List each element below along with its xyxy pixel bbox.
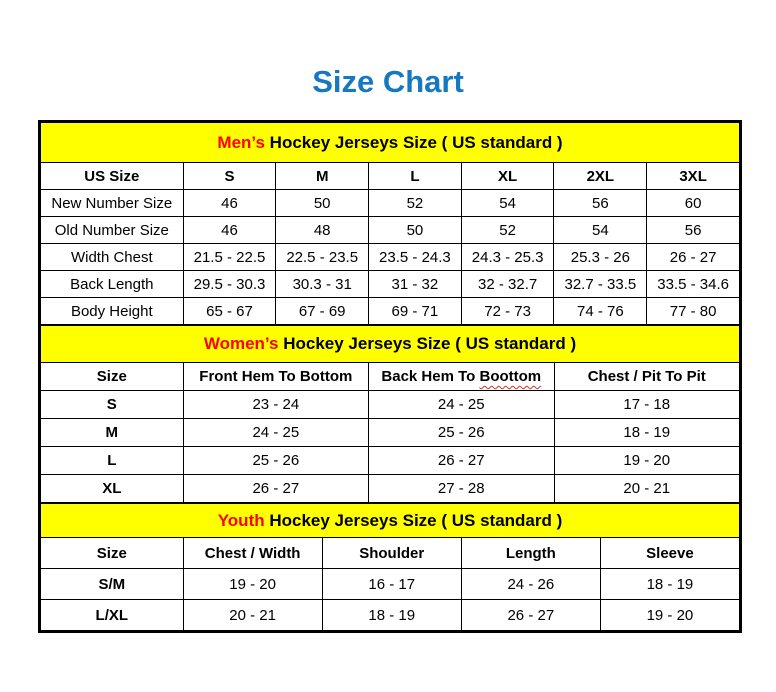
size-chart <box>38 120 742 633</box>
table-cell: 26 - 27 <box>369 447 554 475</box>
column-header: S <box>183 163 276 190</box>
mens-banner-highlight: Men’s <box>217 132 265 152</box>
table-cell: 21.5 - 22.5 <box>183 244 276 271</box>
row-label: L <box>41 447 184 475</box>
page-title: Size Chart <box>312 64 464 99</box>
table-row <box>41 419 740 447</box>
table-row <box>41 217 740 244</box>
table-cell: 56 <box>647 217 740 244</box>
row-label: Width Chest <box>41 244 184 271</box>
youth-header-row <box>41 538 740 569</box>
table-cell: 46 <box>183 217 276 244</box>
table-cell: 54 <box>461 190 554 217</box>
womens-banner <box>41 326 740 363</box>
table-cell: 25 - 26 <box>183 447 368 475</box>
column-header: Size <box>41 538 184 569</box>
table-cell: 23.5 - 24.3 <box>369 244 462 271</box>
table-cell: 33.5 - 34.6 <box>647 271 740 298</box>
table-cell: 60 <box>647 190 740 217</box>
column-header: Length <box>461 538 600 569</box>
womens-banner-rest: Hockey Jerseys Size ( US standard ) <box>278 334 577 353</box>
table-cell: 22.5 - 23.5 <box>276 244 369 271</box>
table-cell: 17 - 18 <box>554 391 740 419</box>
table-cell: 50 <box>276 190 369 217</box>
youth-size-table <box>40 503 740 631</box>
column-header: M <box>276 163 369 190</box>
row-label: New Number Size <box>41 190 184 217</box>
table-cell: 18 - 19 <box>600 569 739 600</box>
column-header: 3XL <box>647 163 740 190</box>
table-cell: 24.3 - 25.3 <box>461 244 554 271</box>
mens-header-row <box>41 163 740 190</box>
table-row <box>41 600 740 631</box>
table-row <box>41 447 740 475</box>
table-cell: 46 <box>183 190 276 217</box>
youth-banner-text <box>41 504 740 538</box>
column-header: Shoulder <box>322 538 461 569</box>
column-header: Chest / Pit To Pit <box>554 363 740 391</box>
table-cell: 32 - 32.7 <box>461 271 554 298</box>
table-cell: 65 - 67 <box>183 298 276 325</box>
table-cell: 69 - 71 <box>369 298 462 325</box>
table-cell: 77 - 80 <box>647 298 740 325</box>
column-header: US Size <box>41 163 184 190</box>
table-row <box>41 569 740 600</box>
header-text: Back Hem To <box>381 368 480 385</box>
table-cell: 25 - 26 <box>369 419 554 447</box>
mens-banner-text <box>41 123 740 163</box>
table-cell: 31 - 32 <box>369 271 462 298</box>
table-cell: 54 <box>554 217 647 244</box>
table-cell: 72 - 73 <box>461 298 554 325</box>
youth-banner <box>41 504 740 538</box>
row-label: Body Height <box>41 298 184 325</box>
mens-banner-rest: Hockey Jerseys Size ( US standard ) <box>264 132 563 152</box>
table-cell: 19 - 20 <box>554 447 740 475</box>
table-cell: 29.5 - 30.3 <box>183 271 276 298</box>
column-header <box>369 363 554 391</box>
table-row <box>41 190 740 217</box>
row-label: XL <box>41 475 184 503</box>
table-row <box>41 475 740 503</box>
table-cell: 52 <box>369 190 462 217</box>
table-cell: 50 <box>369 217 462 244</box>
mens-size-table <box>40 122 740 325</box>
table-cell: 32.7 - 33.5 <box>554 271 647 298</box>
column-header: Size <box>41 363 184 391</box>
table-cell: 26 - 27 <box>183 475 368 503</box>
womens-size-table <box>40 325 740 503</box>
table-cell: 25.3 - 26 <box>554 244 647 271</box>
table-row <box>41 298 740 325</box>
table-cell: 24 - 25 <box>183 419 368 447</box>
womens-banner-text <box>41 326 740 363</box>
row-label: S/M <box>41 569 184 600</box>
row-label: Old Number Size <box>41 217 184 244</box>
column-header: L <box>369 163 462 190</box>
column-header: Sleeve <box>600 538 739 569</box>
misspelled-word: Boottom <box>479 368 542 385</box>
row-label: L/XL <box>41 600 184 631</box>
table-cell: 18 - 19 <box>554 419 740 447</box>
table-cell: 20 - 21 <box>183 600 322 631</box>
table-cell: 67 - 69 <box>276 298 369 325</box>
youth-banner-highlight: Youth <box>217 510 265 530</box>
column-header: Front Hem To Bottom <box>183 363 368 391</box>
table-cell: 27 - 28 <box>369 475 554 503</box>
table-cell: 26 - 27 <box>461 600 600 631</box>
table-cell: 24 - 25 <box>369 391 554 419</box>
womens-header-row <box>41 363 740 391</box>
column-header: Chest / Width <box>183 538 322 569</box>
table-cell: 19 - 20 <box>183 569 322 600</box>
table-cell: 19 - 20 <box>600 600 739 631</box>
row-label: Back Length <box>41 271 184 298</box>
row-label: M <box>41 419 184 447</box>
row-label: S <box>41 391 184 419</box>
table-cell: 56 <box>554 190 647 217</box>
table-cell: 52 <box>461 217 554 244</box>
column-header: XL <box>461 163 554 190</box>
table-cell: 23 - 24 <box>183 391 368 419</box>
table-cell: 18 - 19 <box>322 600 461 631</box>
youth-banner-rest: Hockey Jerseys Size ( US standard ) <box>264 510 563 530</box>
table-cell: 24 - 26 <box>461 569 600 600</box>
table-row <box>41 244 740 271</box>
column-header: 2XL <box>554 163 647 190</box>
mens-banner <box>41 123 740 163</box>
table-row <box>41 391 740 419</box>
womens-banner-highlight: Women’s <box>203 334 279 353</box>
table-cell: 48 <box>276 217 369 244</box>
table-cell: 30.3 - 31 <box>276 271 369 298</box>
table-row <box>41 271 740 298</box>
table-cell: 26 - 27 <box>647 244 740 271</box>
table-cell: 74 - 76 <box>554 298 647 325</box>
table-cell: 20 - 21 <box>554 475 740 503</box>
table-cell: 16 - 17 <box>322 569 461 600</box>
